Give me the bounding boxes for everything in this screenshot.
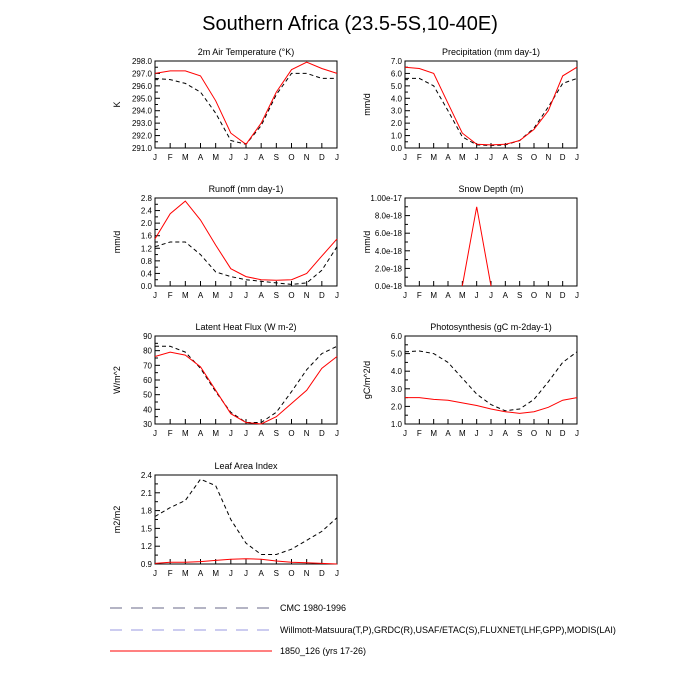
y-tick-label: 80 [143,346,152,356]
x-tick-label: A [445,291,451,300]
series-line-solid [462,207,491,286]
y-tick-label: 291.0 [131,144,152,153]
x-tick-label: A [445,153,451,162]
y-tick-label: 0.9 [140,560,152,569]
x-tick-label: D [559,291,566,300]
x-tick-label: A [197,291,204,300]
x-tick-label: J [474,291,479,300]
x-tick-label: A [197,569,204,578]
x-tick-label: D [559,429,566,438]
y-axis-label: mm/d [362,93,372,116]
x-tick-label: J [153,153,157,162]
x-tick-label: S [273,569,280,578]
x-tick-label: A [445,429,451,438]
x-tick-label: J [403,153,407,162]
x-tick-label: O [530,291,538,300]
panel-precipitation-mm-day-1 [362,47,579,162]
y-tick-label: 2.0 [140,219,152,229]
legend-label-0: CMC 1980-1996 [280,603,347,613]
x-tick-label: S [516,291,523,300]
x-tick-label: F [167,569,173,578]
series-line-dashed [155,242,337,284]
x-tick-label: J [335,569,339,578]
y-tick-label: 90 [143,332,152,341]
y-tick-label: 1.0 [390,131,402,141]
y-axis-label: K [112,101,122,108]
x-tick-label: J [244,291,248,300]
x-tick-label: D [559,153,566,162]
y-tick-label: 296.0 [131,81,152,91]
y-tick-label: 1.0 [390,420,402,429]
y-tick-label: 2.0 [390,402,402,412]
x-tick-label: F [416,153,422,162]
y-tick-label: 7.0 [390,57,402,66]
x-tick-label: M [212,429,220,438]
panel-title: 2m Air Temperature (°K) [197,47,295,57]
panels [112,47,579,578]
panel-2m-air-temperature-k [112,47,339,162]
x-tick-label: A [197,429,204,438]
series-line-dashed [155,346,337,422]
x-tick-label: J [153,429,157,438]
x-tick-label: J [403,291,407,300]
x-tick-label: F [167,153,173,162]
figure-title: Southern Africa (23.5-5S,10-40E) [202,13,498,35]
y-tick-label: 6.0 [390,69,402,79]
x-tick-label: D [318,429,325,438]
x-tick-label: J [575,291,579,300]
x-tick-label: M [458,291,466,300]
y-tick-label: 0.0 [140,282,152,291]
y-tick-label: 293.0 [131,119,152,129]
x-tick-label: A [502,291,509,300]
y-tick-label: 2.8 [140,194,152,203]
series-line-solid [405,398,577,414]
y-tick-label: 70 [143,361,152,371]
x-tick-label: O [288,429,295,438]
panel-title: Runoff (mm day-1) [208,184,284,194]
y-axis-label: W/m^2 [112,366,122,394]
x-tick-label: M [181,429,189,438]
x-tick-label: M [430,429,438,438]
panel-title: Precipitation (mm day-1) [441,47,541,57]
panel-leaf-area-index [112,461,339,578]
panel-runoff-mm-day-1 [112,184,339,300]
plot-frame [405,198,577,286]
y-tick-label: 294.0 [131,106,152,116]
y-tick-label: 2.4 [140,471,152,480]
y-tick-label: 5.0 [390,349,402,359]
x-tick-label: S [516,153,523,162]
x-tick-label: A [502,429,509,438]
x-tick-label: M [212,153,220,162]
panel-title: Latent Heat Flux (W m-2) [195,322,297,332]
x-tick-label: N [545,429,552,438]
x-tick-label: O [288,291,295,300]
x-tick-label: M [181,291,189,300]
x-tick-label: J [335,153,339,162]
x-tick-label: F [416,429,422,438]
y-tick-label: 1.8 [140,506,152,516]
x-tick-label: M [458,429,466,438]
y-tick-label: 295.0 [131,94,152,104]
x-tick-label: F [167,291,173,300]
y-tick-label: 1.2 [140,244,152,254]
x-tick-label: D [318,569,325,578]
x-tick-label: J [228,569,233,578]
x-tick-label: N [545,153,552,162]
x-tick-label: S [273,429,280,438]
y-tick-label: 298.0 [131,57,152,66]
y-axis-label: mm/d [362,230,372,254]
y-tick-label: 1.6 [140,231,152,241]
panel-photosynthesis-gc-m-2day-1 [362,322,579,438]
x-tick-label: M [430,291,438,300]
y-axis-label: mm/d [112,230,122,254]
x-tick-label: M [458,153,466,162]
y-tick-label: 30 [143,420,152,429]
y-tick-label: 297.0 [131,69,152,79]
x-tick-label: M [212,569,220,578]
x-tick-label: M [212,291,220,300]
x-tick-label: J [244,153,248,162]
x-tick-label: N [545,291,552,300]
y-tick-label: 8.0e-18 [374,211,402,221]
x-tick-label: O [288,569,295,578]
x-tick-label: A [258,569,264,578]
y-tick-label: 292.0 [131,131,152,141]
legend-label-2: 1850_126 (yrs 17-26) [280,646,367,656]
plot-frame [155,475,337,564]
x-tick-label: F [416,291,422,300]
y-tick-label: 6.0 [390,332,402,341]
y-tick-label: 4.0 [390,94,402,104]
x-tick-label: J [575,153,579,162]
x-tick-label: J [153,291,157,300]
y-axis-label: gC/m^2/d [362,360,372,400]
series-line-dashed [405,351,577,411]
x-tick-label: A [197,153,204,162]
y-tick-label: 4.0e-18 [374,246,402,256]
y-tick-label: 1.00e-17 [370,194,402,203]
y-tick-label: 3.0 [390,106,402,116]
y-tick-label: 1.5 [140,524,152,534]
x-tick-label: J [335,429,339,438]
series-line-solid [405,67,577,145]
y-tick-label: 2.4 [140,206,152,216]
series-line-dashed [155,73,337,144]
x-tick-label: J [228,429,233,438]
y-tick-label: 2.0e-18 [374,264,402,274]
x-tick-label: J [575,429,579,438]
x-tick-label: J [403,429,407,438]
x-tick-label: M [181,153,189,162]
x-tick-label: S [273,291,280,300]
y-tick-label: 2.1 [140,488,152,498]
x-tick-label: J [228,291,233,300]
series-line-dashed [405,78,577,145]
x-tick-label: F [167,429,173,438]
y-tick-label: 3.0 [390,384,402,394]
x-tick-label: D [318,291,325,300]
x-tick-label: N [303,291,310,300]
x-tick-label: S [516,429,523,438]
x-tick-label: A [258,429,264,438]
x-tick-label: S [273,153,280,162]
y-axis-label: m2/m2 [112,505,122,534]
x-tick-label: O [288,153,295,162]
panel-title: Photosynthesis (gC m-2day-1) [430,322,552,332]
x-tick-label: O [530,153,538,162]
panel-latent-heat-flux-w-m-2 [112,322,339,438]
y-tick-label: 2.0 [390,119,402,129]
panel-snow-depth-m [362,184,579,300]
x-tick-label: O [530,429,538,438]
y-tick-label: 4.0 [390,367,402,377]
x-tick-label: M [430,153,438,162]
y-tick-label: 40 [143,405,152,415]
x-tick-label: M [181,569,189,578]
x-tick-label: D [318,153,325,162]
y-tick-label: 6.0e-18 [374,229,402,239]
series-line-solid [155,352,337,424]
series-line-solid [155,201,337,280]
y-tick-label: 1.2 [140,542,152,552]
y-tick-label: 0.0e-18 [374,282,402,291]
x-tick-label: J [244,429,248,438]
x-tick-label: J [474,429,479,438]
x-tick-label: A [258,291,264,300]
x-tick-label: J [489,429,493,438]
series-line-dashed [155,479,337,554]
y-tick-label: 5.0 [390,81,402,91]
y-tick-label: 0.4 [140,269,152,279]
y-tick-label: 50 [143,390,152,400]
plot-frame [155,336,337,424]
x-tick-label: N [303,429,310,438]
x-tick-label: J [489,153,493,162]
panel-title: Leaf Area Index [214,461,278,471]
y-tick-label: 60 [143,376,152,385]
legend-label-1: Willmott-Matsuura(T,P),GRDC(R),USAF/ETAC(S),FLUXNET(LHF,GPP),MODIS(LAI) [280,625,616,635]
x-tick-label: J [153,569,157,578]
y-tick-label: 0.8 [140,256,152,266]
x-tick-label: J [335,291,339,300]
x-tick-label: A [502,153,509,162]
x-tick-label: J [244,569,248,578]
plot-frame [405,336,577,424]
legend [110,603,616,656]
x-tick-label: N [303,153,310,162]
panel-title: Snow Depth (m) [458,184,524,194]
y-tick-label: 0.0 [390,144,402,153]
x-tick-label: J [474,153,479,162]
x-tick-label: J [228,153,233,162]
x-tick-label: N [303,569,310,578]
x-tick-label: J [489,291,493,300]
x-tick-label: A [258,153,264,162]
